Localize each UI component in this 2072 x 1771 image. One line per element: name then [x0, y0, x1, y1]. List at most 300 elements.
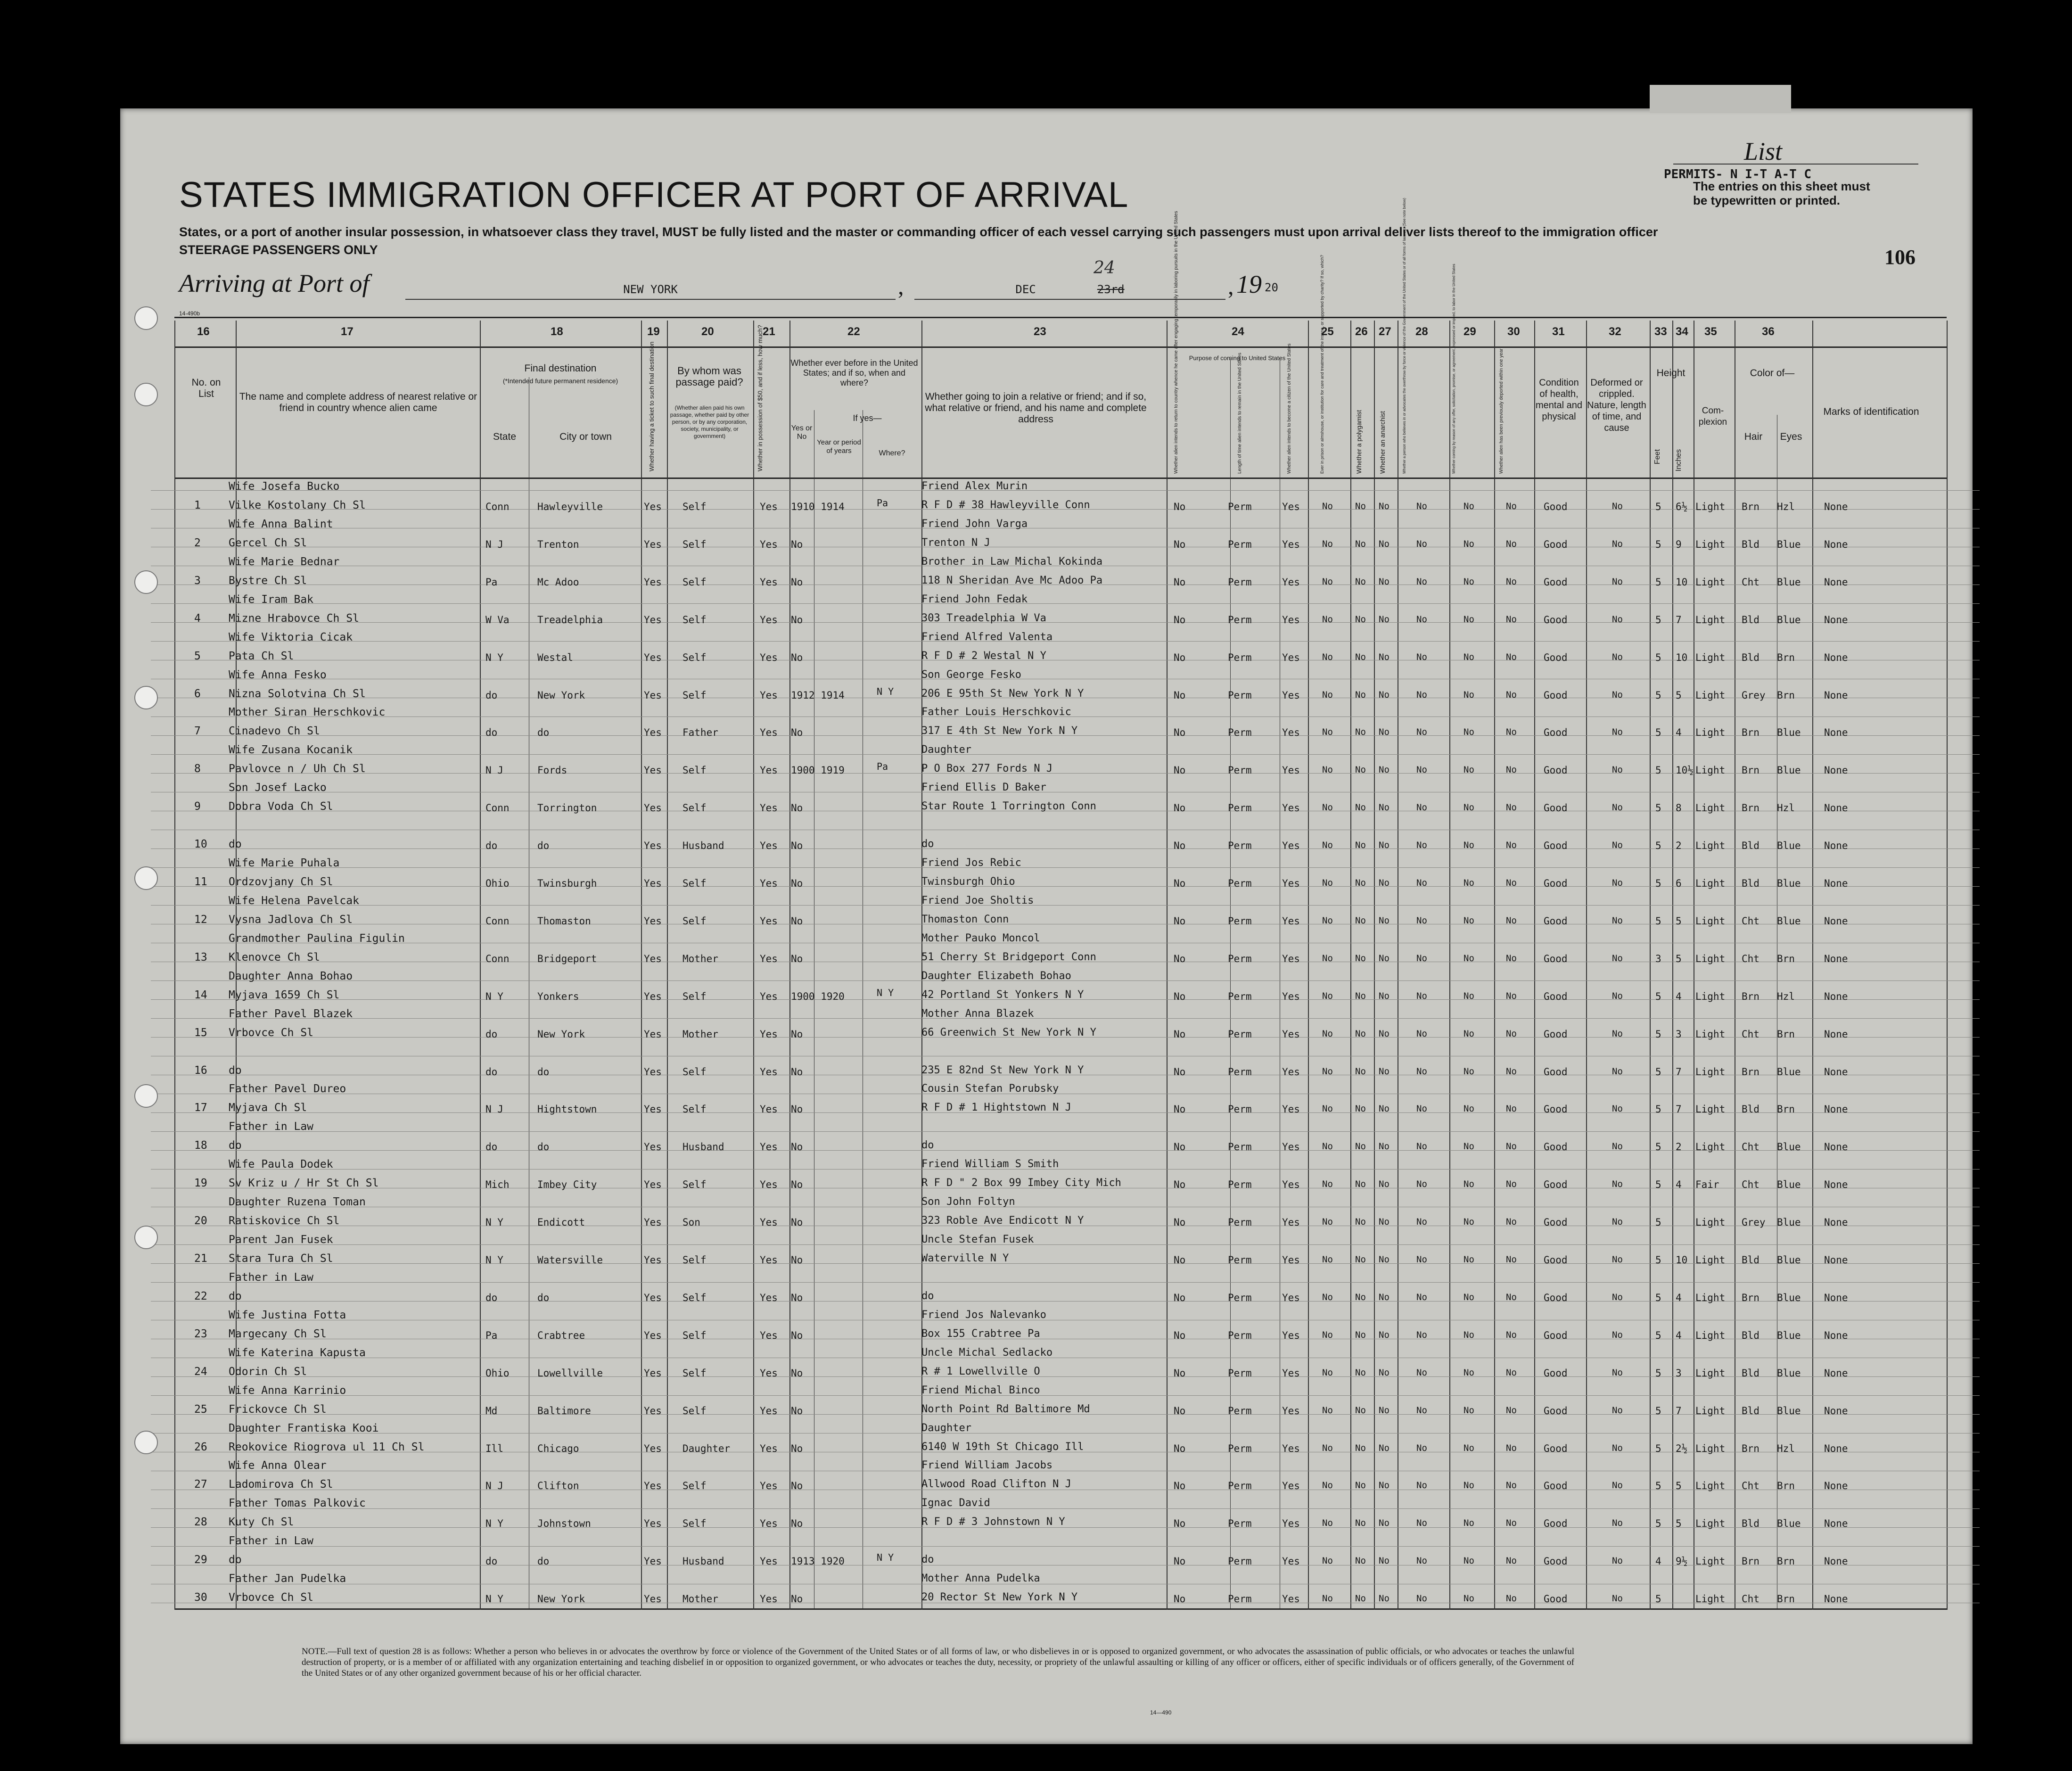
deformed: No	[1612, 1556, 1623, 1566]
health: Good	[1544, 501, 1568, 512]
height-inches: 10	[1676, 651, 1688, 663]
relative-name: Wife Viktoria Cicak	[229, 631, 353, 643]
hair: Grey	[1742, 689, 1766, 701]
height-inches: 5	[1676, 1480, 1682, 1492]
labor-offer: No	[1464, 1442, 1474, 1453]
overthrow: No	[1416, 538, 1427, 549]
prison: No	[1322, 1066, 1333, 1077]
been-before: No	[791, 1217, 803, 1228]
deported: No	[1506, 915, 1517, 926]
ticket: Yes	[644, 1593, 662, 1605]
marks: None	[1824, 1141, 1848, 1153]
height-feet: 5	[1655, 1066, 1661, 1078]
citizen-intent: Yes	[1282, 840, 1300, 852]
marks: None	[1824, 1593, 1848, 1605]
deported: No	[1506, 878, 1517, 888]
eyes: Hzl	[1777, 990, 1795, 1002]
overthrow: No	[1416, 1442, 1427, 1453]
relative-name: Wife Justina Fotta	[229, 1309, 346, 1321]
height-inches: 7	[1676, 1405, 1682, 1417]
hair: Cht	[1742, 953, 1760, 964]
health: Good	[1544, 1480, 1568, 1492]
labor-offer: No	[1464, 651, 1474, 662]
dest-city: do	[537, 840, 550, 852]
citizen-intent: Yes	[1282, 1066, 1300, 1078]
eyes: Hzl	[1777, 501, 1795, 512]
dest-state: do	[485, 689, 498, 701]
column-rule	[1167, 321, 1168, 1610]
anarchist: No	[1379, 727, 1390, 738]
deported: No	[1506, 1593, 1517, 1604]
eyes: Blue	[1777, 1292, 1801, 1303]
dest-state: Pa	[485, 576, 498, 588]
ticket: Yes	[644, 802, 662, 814]
been-before: No	[791, 1518, 803, 1530]
deported: No	[1506, 1104, 1517, 1114]
prison: No	[1322, 1254, 1333, 1265]
deformed: No	[1612, 953, 1623, 964]
height-feet: 5	[1655, 1254, 1661, 1266]
been-before: No	[791, 915, 803, 927]
hair: Bld	[1742, 1367, 1760, 1379]
height-inches: 5	[1676, 1518, 1682, 1530]
complexion: Light	[1695, 1518, 1726, 1530]
citizen-intent: Yes	[1282, 1518, 1300, 1530]
ruled-line	[151, 1282, 1980, 1283]
health: Good	[1544, 1329, 1568, 1341]
prison: No	[1322, 1442, 1333, 1453]
marks: None	[1824, 1028, 1848, 1040]
been-before: No	[791, 1066, 803, 1078]
table-bottom-border	[174, 1608, 1947, 1610]
dest-state: W Va	[485, 614, 510, 626]
join-address: Thomaston Conn	[921, 913, 1009, 925]
stay-length: Perm	[1228, 1518, 1252, 1530]
intends-return: No	[1174, 689, 1186, 701]
dest-state: Conn	[485, 915, 510, 927]
eyes: Blue	[1777, 614, 1801, 626]
intends-return: No	[1174, 501, 1186, 512]
complexion: Light	[1695, 1442, 1726, 1454]
been-before-where: N Y	[877, 1552, 894, 1564]
header-final-destination: Final destination	[524, 363, 597, 374]
join-address: do	[921, 838, 934, 850]
health: Good	[1544, 802, 1568, 814]
prison: No	[1322, 1593, 1333, 1604]
overthrow: No	[1416, 1179, 1427, 1190]
height-inches: 10	[1676, 576, 1688, 588]
marks: None	[1824, 1066, 1848, 1078]
list-number: 26	[194, 1441, 207, 1453]
height-inches: 10	[1676, 1254, 1688, 1266]
day-typed: 23rd	[1097, 283, 1125, 296]
citizen-intent: Yes	[1282, 1556, 1300, 1567]
relative-address: Dobra Voda Ch Sl	[229, 800, 333, 813]
anarchist: No	[1379, 1217, 1390, 1227]
money: Yes	[760, 538, 778, 550]
deformed: No	[1612, 840, 1623, 851]
citizen-intent: Yes	[1282, 953, 1300, 964]
paid-by: Self	[682, 1292, 707, 1303]
deported: No	[1506, 1217, 1517, 1227]
anarchist: No	[1379, 1329, 1390, 1340]
paid-by: Self	[682, 1066, 707, 1078]
prison: No	[1322, 990, 1333, 1001]
column-rule	[753, 321, 754, 1610]
polygamist: No	[1355, 576, 1366, 587]
deported: No	[1506, 614, 1517, 625]
list-number: 1	[194, 499, 201, 511]
dest-state: do	[485, 840, 498, 852]
ticket: Yes	[644, 765, 662, 776]
relative-address: Bystre Ch Sl	[229, 574, 307, 587]
ruled-line	[151, 905, 1980, 906]
hair: Cht	[1742, 1179, 1760, 1191]
health: Good	[1544, 1104, 1568, 1115]
column-rule	[1812, 321, 1813, 1610]
been-before: No	[791, 1028, 803, 1040]
eyes: Blue	[1777, 765, 1801, 776]
relative-name: Parent Jan Fusek	[229, 1234, 333, 1246]
join-address: 235 E 82nd St New York N Y	[921, 1064, 1084, 1076]
relative-address: Stara Tura Ch Sl	[229, 1252, 333, 1265]
relative-name: Son Josef Lacko	[229, 782, 327, 794]
prison: No	[1322, 1480, 1333, 1491]
join-person: Friend William Jacobs	[921, 1459, 1053, 1472]
marks: None	[1824, 765, 1848, 776]
height-feet: 5	[1655, 614, 1661, 626]
relative-address: Frickovce Ch Sl	[229, 1403, 327, 1416]
prison: No	[1322, 1292, 1333, 1302]
marks: None	[1824, 538, 1848, 550]
deformed: No	[1612, 689, 1623, 700]
complexion: Light	[1695, 1480, 1726, 1492]
deformed: No	[1612, 651, 1623, 662]
join-person: Daughter	[921, 1422, 971, 1434]
join-person: Mother Anna Blazek	[921, 1007, 1034, 1020]
marks: None	[1824, 1480, 1848, 1492]
dest-state: N Y	[485, 1217, 503, 1228]
deformed: No	[1612, 501, 1623, 511]
deported: No	[1506, 1028, 1517, 1039]
column-rule	[1534, 321, 1535, 1610]
complexion: Light	[1695, 840, 1726, 852]
eyes: Blue	[1777, 1405, 1801, 1417]
header-city: City or town	[559, 431, 612, 442]
join-person: Friend William S Smith	[921, 1158, 1059, 1170]
ruled-line	[151, 1546, 1980, 1547]
paid-by: Husband	[682, 840, 724, 852]
deported: No	[1506, 1480, 1517, 1491]
been-before: No	[791, 1405, 803, 1417]
overthrow: No	[1416, 501, 1427, 511]
stay-length: Perm	[1228, 1405, 1252, 1417]
dest-city: Bridgeport	[537, 953, 597, 964]
intends-return: No	[1174, 878, 1186, 889]
health: Good	[1544, 1442, 1568, 1454]
complexion: Light	[1695, 727, 1726, 739]
citizen-intent: Yes	[1282, 1292, 1300, 1303]
list-number: 30	[194, 1591, 207, 1604]
labor-offer: No	[1464, 1254, 1474, 1265]
dest-city: Johnstown	[537, 1518, 591, 1530]
port-field: NEW YORK	[405, 280, 896, 300]
marks: None	[1824, 689, 1848, 701]
dest-city: Chicago	[537, 1442, 579, 1454]
citizen-intent: Yes	[1282, 538, 1300, 550]
relative-name: Father Tomas Palkovic	[229, 1497, 366, 1510]
anarchist: No	[1379, 689, 1390, 700]
eyes: Blue	[1777, 576, 1801, 588]
dest-state: N Y	[485, 651, 503, 663]
been-before: No	[791, 1141, 803, 1153]
list-line	[1673, 164, 1918, 165]
complexion: Light	[1695, 1292, 1726, 1303]
ticket: Yes	[644, 689, 662, 701]
hair: Brn	[1742, 1556, 1760, 1567]
dest-state: Mich	[485, 1179, 510, 1191]
header-labor-offer: Whether coming by reason of any offer, solicitation, promise, or agreement, expressed or implied, to labor in the United States	[1452, 264, 1456, 474]
join-person: Son George Fesko	[921, 668, 1021, 681]
list-number: 29	[194, 1554, 207, 1566]
dest-state: do	[485, 1066, 498, 1078]
overthrow: No	[1416, 915, 1427, 926]
labor-offer: No	[1464, 915, 1474, 926]
eyes: Blue	[1777, 1367, 1801, 1379]
money: Yes	[760, 1442, 778, 1454]
ticket: Yes	[644, 651, 662, 663]
marks: None	[1824, 614, 1848, 626]
form-code-bottom: 14—490	[1150, 1709, 1172, 1716]
deformed: No	[1612, 1593, 1623, 1604]
punch-hole	[134, 383, 158, 406]
relative-address: Gercel Ch Sl	[229, 536, 307, 549]
header-paid-note: (Whether alien paid his own passage, whether paid by other person, or by any corporation, society, municipality, or government)	[670, 404, 749, 439]
citizen-intent: Yes	[1282, 651, 1300, 663]
height-feet: 5	[1655, 840, 1661, 852]
polygamist: No	[1355, 614, 1366, 625]
height-feet: 5	[1655, 1518, 1661, 1530]
intends-return: No	[1174, 1141, 1186, 1153]
ruled-line	[151, 490, 1980, 491]
join-address: 42 Portland St Yonkers N Y	[921, 988, 1084, 1001]
complexion: Light	[1695, 1217, 1726, 1228]
header-relative: The name and complete address of nearest relative or friend in country whence alien came	[239, 391, 477, 413]
column-rule	[667, 321, 668, 1610]
deported: No	[1506, 802, 1517, 813]
relative-address: do	[229, 1139, 242, 1152]
ticket: Yes	[644, 1292, 662, 1303]
day-handwritten: 24	[1094, 258, 1115, 278]
height-inches: 4	[1676, 1179, 1682, 1191]
anarchist: No	[1379, 840, 1390, 851]
eyes: Brn	[1777, 689, 1795, 701]
health: Good	[1544, 1217, 1568, 1228]
labor-offer: No	[1464, 614, 1474, 625]
column-number: 25	[1321, 325, 1334, 338]
list-number: 25	[194, 1403, 207, 1416]
marks: None	[1824, 802, 1848, 814]
height-inches: 7	[1676, 1104, 1682, 1115]
intends-return: No	[1174, 765, 1186, 776]
intends-return: No	[1174, 1217, 1186, 1228]
health: Good	[1544, 953, 1568, 964]
deformed: No	[1612, 915, 1623, 926]
hair: Bld	[1742, 651, 1760, 663]
been-before: 1900 1919	[791, 765, 845, 776]
height-feet: 5	[1655, 1405, 1661, 1417]
header-marks: Marks of identification	[1823, 406, 1919, 417]
anarchist: No	[1379, 802, 1390, 813]
intends-return: No	[1174, 1556, 1186, 1567]
citizen-intent: Yes	[1282, 1442, 1300, 1454]
health: Good	[1544, 765, 1568, 776]
height-inches: 4	[1676, 1292, 1682, 1303]
marks: None	[1824, 1104, 1848, 1115]
deformed: No	[1612, 1480, 1623, 1491]
join-person: Friend Alex Murin	[921, 480, 1028, 492]
marks: None	[1824, 1179, 1848, 1191]
polygamist: No	[1355, 990, 1366, 1001]
ticket: Yes	[644, 538, 662, 550]
been-before: No	[791, 1480, 803, 1492]
punch-hole	[134, 686, 158, 709]
relative-name: Wife Iram Bak	[229, 593, 314, 606]
column-rule	[1494, 321, 1495, 1610]
table-top-border	[174, 317, 1947, 318]
deported: No	[1506, 990, 1517, 1001]
been-before: No	[791, 1254, 803, 1266]
column-number: 21	[763, 325, 775, 338]
hair: Brn	[1742, 802, 1760, 814]
intends-return: No	[1174, 1480, 1186, 1492]
join-address: 51 Cherry St Bridgeport Conn	[921, 951, 1096, 963]
join-address: 20 Rector St New York N Y	[921, 1591, 1078, 1604]
list-number: 23	[194, 1327, 207, 1340]
paid-by: Self	[682, 651, 707, 663]
punch-hole	[134, 866, 158, 890]
column-number: 22	[847, 325, 860, 338]
money: Yes	[760, 1480, 778, 1492]
join-address: do	[921, 1290, 934, 1302]
citizen-intent: Yes	[1282, 727, 1300, 739]
intends-return: No	[1174, 576, 1186, 588]
hair: Brn	[1742, 501, 1760, 512]
anarchist: No	[1379, 538, 1390, 549]
join-person: Uncle Stefan Fusek	[921, 1234, 1034, 1245]
stay-length: Perm	[1228, 915, 1252, 927]
paid-by: Son	[682, 1217, 700, 1228]
prison: No	[1322, 1104, 1333, 1114]
overthrow: No	[1416, 1367, 1427, 1378]
polygamist: No	[1355, 1556, 1366, 1566]
relative-address: Margecany Ch Sl	[229, 1327, 327, 1340]
been-before: No	[791, 1292, 803, 1303]
dest-city: Mc Adoo	[537, 576, 579, 588]
header-eyes: Eyes	[1780, 431, 1802, 442]
ruled-line	[151, 1169, 1980, 1170]
join-person: Mother Anna Pudelka	[921, 1573, 1040, 1585]
paid-by: Father	[682, 727, 718, 739]
relative-name: Wife Anna Karrinio	[229, 1384, 346, 1397]
date-field	[914, 280, 1225, 300]
paid-by: Daughter	[682, 1442, 731, 1454]
column-rule	[1650, 321, 1651, 1610]
height-feet: 5	[1655, 651, 1661, 663]
stay-length: Perm	[1228, 1593, 1252, 1605]
stay-length: Perm	[1228, 1254, 1252, 1266]
health: Good	[1544, 538, 1568, 550]
overthrow: No	[1416, 1329, 1427, 1340]
prison: No	[1322, 765, 1333, 775]
marks: None	[1824, 1518, 1848, 1530]
anarchist: No	[1379, 501, 1390, 511]
ticket: Yes	[644, 840, 662, 852]
labor-offer: No	[1464, 576, 1474, 587]
ticket: Yes	[644, 727, 662, 739]
punch-hole	[134, 306, 158, 330]
complexion: Light	[1695, 501, 1726, 512]
dest-state: N J	[485, 1480, 503, 1492]
paid-by: Mother	[682, 1593, 718, 1605]
prison: No	[1322, 1217, 1333, 1227]
dest-state: Md	[485, 1405, 498, 1417]
list-number: 27	[194, 1478, 207, 1491]
dest-state: Conn	[485, 953, 510, 964]
relative-name: Wife Zusana Kocanik	[229, 744, 353, 757]
hair: Brn	[1742, 1442, 1760, 1454]
labor-offer: No	[1464, 953, 1474, 964]
deported: No	[1506, 840, 1517, 851]
height-feet: 5	[1655, 1141, 1661, 1153]
money: Yes	[760, 576, 778, 588]
column-rule	[1374, 321, 1375, 1610]
deformed: No	[1612, 538, 1623, 549]
header-ticket: Whether having a ticket to such final destination	[648, 341, 655, 471]
anarchist: No	[1379, 1292, 1390, 1302]
entries-note-1: The entries on this sheet must	[1693, 179, 1870, 193]
header-citizen-intent: Whether alien intends to become a citizen of the United States	[1287, 343, 1292, 474]
manifest-sheet	[120, 108, 1973, 1744]
hair: Bld	[1742, 1254, 1760, 1266]
column-number: 35	[1704, 325, 1717, 338]
money: Yes	[760, 1556, 778, 1567]
join-address: Twinsburgh Ohio	[921, 876, 1015, 888]
polygamist: No	[1355, 1028, 1366, 1039]
dest-city: Endicott	[537, 1217, 585, 1228]
been-before: 1910 1914	[791, 501, 845, 512]
header-complexion: Com-plexion	[1698, 406, 1727, 427]
paid-by: Self	[682, 538, 707, 550]
join-person: Friend Ellis D Baker	[921, 782, 1046, 794]
relative-address: Myjava 1659 Ch Sl	[229, 988, 340, 1001]
eyes: Blue	[1777, 1179, 1801, 1191]
citizen-intent: Yes	[1282, 878, 1300, 889]
column-number: 18	[551, 325, 563, 338]
overthrow: No	[1416, 840, 1427, 851]
height-inches: 8	[1676, 802, 1682, 814]
intends-return: No	[1174, 651, 1186, 663]
join-person: Friend Joe Sholtis	[921, 894, 1034, 906]
overthrow: No	[1416, 689, 1427, 700]
height-feet: 5	[1655, 915, 1661, 927]
join-person: Friend Jos Rebic	[921, 857, 1021, 869]
relative-name: Wife Anna Balint	[229, 518, 333, 530]
money: Yes	[760, 1292, 778, 1303]
relative-name: Mother Siran Herschkovic	[229, 706, 386, 719]
join-address: R F D # 1 Hightstown N J	[921, 1102, 1071, 1114]
column-rule	[1672, 321, 1673, 1610]
